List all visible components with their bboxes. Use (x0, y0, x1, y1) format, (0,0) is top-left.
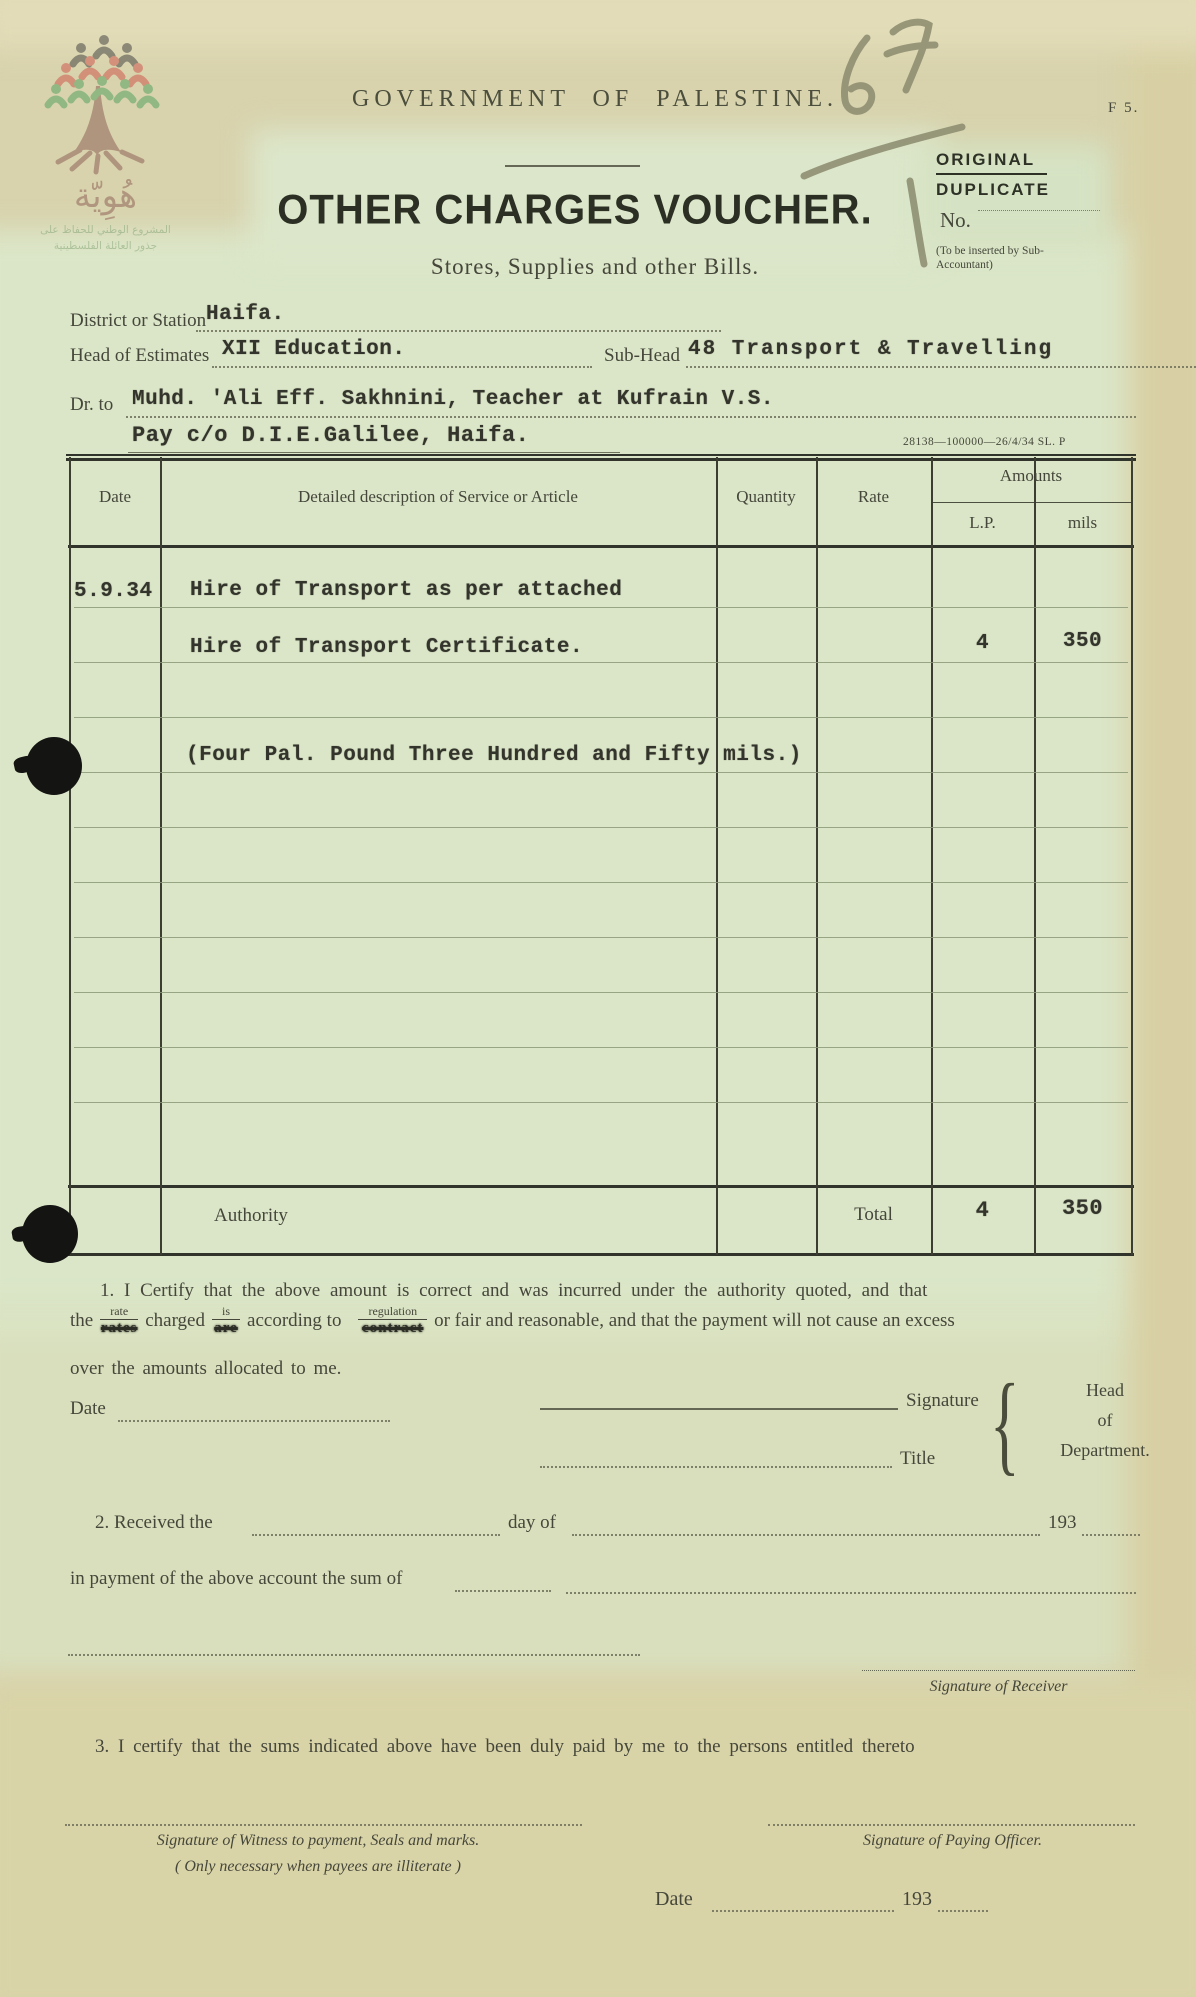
table-rule-line (74, 827, 1128, 828)
table-col-line-desc (716, 457, 718, 1255)
head-of-department-3: Department. (1060, 1440, 1150, 1460)
footer-year-line (938, 1910, 988, 1912)
received-year: 193 (1048, 1512, 1077, 1533)
received-label: 2. Received the (95, 1512, 213, 1533)
certification1-line2 (70, 1305, 1145, 1337)
col-header-lp: L.P. (969, 513, 996, 532)
total-lp: 4 (975, 1198, 990, 1223)
table-rule-line (74, 882, 1128, 883)
entry-description: Hire of Transport Certificate. (190, 636, 584, 659)
alt-regulation-bottom: contract (362, 1320, 424, 1336)
col-header-description: Detailed description of Service or Article (298, 487, 578, 506)
voucher-subtitle: Stores, Supplies and other Bills. (430, 254, 760, 279)
table-rule-line (74, 717, 1128, 718)
signature-label: Signature (906, 1390, 979, 1411)
table-header-bottom-rule (68, 545, 1134, 548)
table-top-rule-thin (66, 454, 1136, 456)
certification1-line1: 1. I Certify that the above amount is correct and was incurred under the authority quoted, and that (100, 1280, 928, 1301)
signature-of-receiver-caption: Signature of Receiver (929, 1678, 1068, 1695)
entry-date: 5.9.34 (74, 580, 153, 603)
alt-is-top: is (212, 1305, 240, 1320)
cert1-according: according to (247, 1310, 342, 1331)
signature-line (540, 1408, 898, 1410)
col-header-date: Date (98, 487, 132, 506)
cert1-the: the (70, 1310, 94, 1331)
head-of-department-2: of (1097, 1410, 1113, 1430)
table-border-left (69, 457, 71, 1255)
alt-rate-top: rate (100, 1305, 138, 1320)
total-label: Total (854, 1204, 893, 1225)
voucher-title: OTHER CHARGES VOUCHER. (277, 186, 873, 234)
table-rule-line (74, 992, 1128, 993)
witness-note: ( Only necessary when payees are illiterate ) (175, 1858, 461, 1875)
title-label: Title (900, 1448, 936, 1469)
received-line2 (572, 1534, 1040, 1536)
col-header-amounts: Amounts (999, 466, 1063, 485)
dr-to-label: Dr. to (70, 394, 114, 415)
form-code: F 5. (1108, 100, 1140, 116)
footer-date-label: Date (655, 1888, 693, 1910)
sub-accountant-note (936, 244, 1044, 272)
voucher-no-label: No. (940, 208, 971, 232)
table-border-right (1131, 457, 1133, 1255)
table-rule-line (74, 1102, 1128, 1103)
watermark-line1: المشروع الوطني للحفاظ على (40, 224, 171, 236)
footer-year: 193 (902, 1888, 932, 1910)
authority-label: Authority (214, 1205, 288, 1226)
cert1-alt-rate (100, 1305, 138, 1337)
pay-line (128, 452, 620, 453)
table-bottom-rule (68, 1253, 1134, 1256)
alt-rate-bottom: rates (100, 1320, 138, 1336)
payment-line2 (566, 1592, 1136, 1594)
table-rule-line (74, 772, 1128, 773)
brace-glyph: { (990, 1362, 1020, 1486)
table-top-rule-thick (66, 458, 1136, 461)
government-title: GOVERNMENT OF PALESTINE. (351, 86, 839, 112)
witness-caption: Signature of Witness to payment, Seals and marks. (156, 1832, 480, 1849)
title-line (540, 1466, 892, 1468)
table-rule-line (74, 662, 1128, 663)
paying-officer-line (768, 1824, 1135, 1826)
subhead-value: 48 Transport & Travelling (688, 338, 1054, 361)
table-rule-line (74, 1047, 1128, 1048)
paying-officer-caption: Signature of Paying Officer. (863, 1832, 1042, 1849)
table-col-line-lp (1034, 457, 1036, 1255)
alt-regulation-top: regulation (358, 1305, 427, 1320)
col-header-quantity: Quantity (736, 487, 796, 506)
copy-original-label: ORIGINAL (936, 150, 1047, 175)
cert1-date-label: Date (70, 1398, 106, 1419)
voucher-no-line (978, 210, 1100, 211)
archive-watermark-logo (28, 26, 198, 256)
total-mils: 350 (1061, 1196, 1104, 1221)
payment-label: in payment of the above account the sum of (70, 1568, 403, 1589)
table-col-line-date (160, 457, 162, 1255)
table-rule-line (74, 607, 1128, 608)
received-line1 (252, 1534, 500, 1536)
sub-accountant-note-line2: Accountant) (936, 259, 993, 271)
certification3-text: 3. I certify that the sums indicated above have been duly paid by me to the persons entitled thereto (95, 1736, 915, 1757)
col-header-rate: Rate (857, 487, 890, 506)
entry-mils: 350 (1062, 630, 1103, 653)
estimates-line (212, 366, 592, 368)
certification1-line3: over the amounts allocated to me. (70, 1358, 342, 1379)
entry-lp: 4 (975, 632, 990, 655)
table-col-line-qty (816, 457, 818, 1255)
receiver-signature-line (862, 1670, 1135, 1671)
day-of-label: day of (508, 1512, 557, 1533)
district-line (196, 330, 721, 332)
footer-date-line (712, 1910, 894, 1912)
dr-to-line (126, 416, 1136, 418)
copy-duplicate-label: DUPLICATE (936, 180, 1051, 199)
paper-tint (0, 1300, 1150, 1680)
watermark-name: هُوِيّة (73, 176, 138, 216)
estimates-value: XII Education. (222, 338, 406, 361)
entry-description: Hire of Transport as per attached (190, 579, 623, 602)
table-col-line-rate (931, 457, 933, 1255)
subhead-line (686, 366, 1196, 368)
amounts-subdivider (931, 502, 1131, 503)
cert1-alt-regulation (358, 1305, 427, 1337)
cert1-line2-rest: or fair and reasonable, and that the payment will not cause an excess (434, 1310, 955, 1331)
payment-line1 (455, 1590, 551, 1592)
table-rule-line (74, 937, 1128, 938)
family-tree-icon (36, 28, 176, 183)
dr-to-value-line2: Pay c/o D.I.E.Galilee, Haifa. (132, 423, 530, 448)
entry-description: (Four Pal. Pound Three Hundred and Fifty mils.) (186, 744, 802, 767)
head-of-department-1: Head (1086, 1380, 1124, 1400)
watermark-line2: جذور العائلة الفلسطينية (53, 240, 158, 252)
header-divider (505, 165, 640, 167)
district-value: Haifa. (206, 303, 285, 326)
dr-to-value: Muhd. 'Ali Eff. Sakhnini, Teacher at Kufrain V.S. (132, 388, 775, 411)
table-authority-top-rule (68, 1185, 1134, 1188)
handwritten-folio-number (780, 10, 990, 280)
alt-is-bottom: are (214, 1320, 238, 1336)
subhead-label: Sub-Head (604, 345, 680, 366)
witness-line (65, 1824, 582, 1826)
sub-accountant-note-line1: (To be inserted by Sub- (936, 245, 1044, 257)
cert1-date-line (118, 1420, 390, 1422)
district-label: District or Station (70, 310, 207, 331)
estimates-label: Head of Estimates (70, 345, 210, 366)
print-reference: 28138—100000—26/4/34 SL. P (903, 436, 1066, 448)
cert1-charged: charged (145, 1310, 205, 1331)
sum-continuation-line (68, 1654, 640, 1656)
received-year-line (1082, 1534, 1140, 1536)
col-header-mils: mils (1067, 513, 1098, 532)
cert1-alt-is (212, 1305, 240, 1337)
